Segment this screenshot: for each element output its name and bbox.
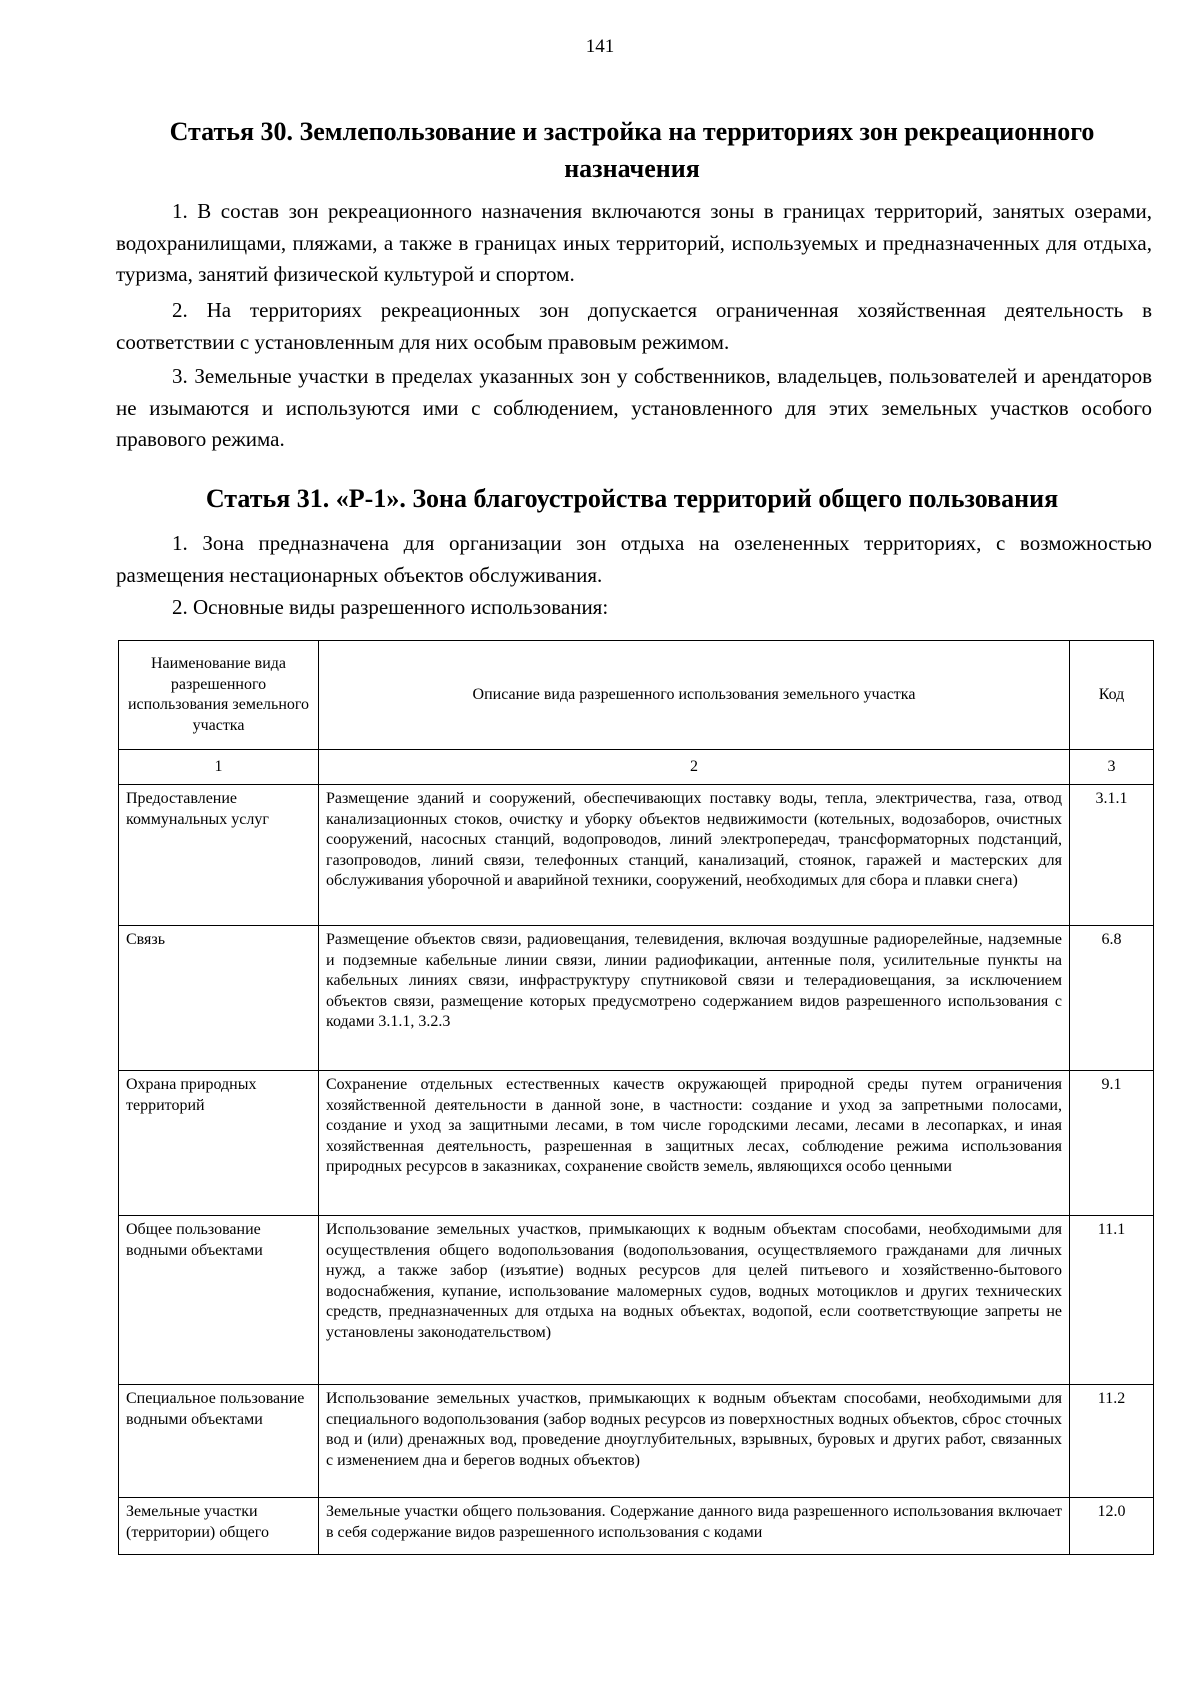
row-code: 3.1.1 (1070, 785, 1154, 926)
table-row (119, 1385, 1154, 1498)
column-number: 1 (119, 750, 319, 785)
row-description: Земельные участки общего пользования. Содержание данного вида разрешенного использования включает в себя содержание видов разрешенного использования с кодами (319, 1498, 1070, 1555)
row-description: Использование земельных участков, примыкающих к водным объектам способами, необходимыми для осуществления общего водопользования (водопользования, осуществляемого гражданами для личных нужд, а также забор (изъятие) водных ресурсов для целей питьевого и хозяйственно-бытового водоснабжения, купание, использование маломерных судов, водных мотоциклов и других технических средств, предназначенных для отдыха на водных объектах, водопой, если соответствующие запреты не установлены законодательством) (319, 1216, 1070, 1385)
page-number: 141 (585, 36, 615, 57)
row-description: Размещение объектов связи, радиовещания, телевидения, включая воздушные радиорелейные, надземные и подземные кабельные линии связи, линии радиофикации, антенные поля, усилительные пункты на кабельных линиях связи, инфраструктуру спутниковой связи и телерадиовещания, за исключением объектов связи, размещение которых предусмотрено содержанием видов разрешенного использования с кодами 3.1.1, 3.2.3 (319, 926, 1070, 1071)
row-code: 12.0 (1070, 1498, 1154, 1555)
row-name: Специальное пользование водными объектами (119, 1385, 319, 1498)
table-row (119, 926, 1154, 1071)
article-30-paragraph-1: 1. В состав зон рекреационного назначения включаются зоны в границах территорий, занятых озерами, водохранилищами, пляжами, а также в границах иных территорий, используемых и предназначенных для отдыха, туризма, занятий физической культурой и спортом. (116, 199, 1152, 286)
table-header-row (119, 641, 1154, 750)
row-name: Охрана природных территорий (119, 1071, 319, 1216)
table-row (119, 1071, 1154, 1216)
header-description: Описание вида разрешенного использования земельного участка (319, 641, 1070, 750)
row-name: Связь (119, 926, 319, 1071)
header-name: Наименование вида разрешенного использования земельного участка (119, 641, 319, 750)
row-code: 6.8 (1070, 926, 1154, 1071)
table-row (119, 785, 1154, 926)
row-description: Использование земельных участков, примыкающих к водным объектам способами, необходимыми для специального водопользования (забор водных ресурсов из поверхностных водных объектов, сброс сточных вод и (или) дренажных вод, проведение дноуглубительных, взрывных, буровых и других работ, связанных с изменением дна и берегов водных объектов) (319, 1385, 1070, 1498)
row-code: 11.2 (1070, 1385, 1154, 1498)
row-code: 9.1 (1070, 1071, 1154, 1216)
column-number: 3 (1070, 750, 1154, 785)
column-number: 2 (319, 750, 1070, 785)
row-name: Земельные участки (территории) общего (119, 1498, 319, 1555)
table-row (119, 1498, 1154, 1555)
article-30-paragraph-2: 2. На территориях рекреационных зон допускается ограниченная хозяйственная деятельность в соответствии с установленным для них особым правовым режимом. (116, 298, 1152, 354)
article-31-heading: Статья 31. «Р-1». Зона благоустройства территорий общего пользования (205, 484, 1059, 513)
row-description: Сохранение отдельных естественных качеств окружающей природной среды путем ограничения хозяйственной деятельности в данной зоне, в частности: создание и уход за запретными полосами, создание и уход за защитными лесами, в том числе городскими лесами, лесами в лесопарках, и иная хозяйственная деятельность, разрешенная в защитных лесах, соблюдение режима использования природных ресурсов в заказниках, сохранение свойств земель, являющихся особо ценными (319, 1071, 1070, 1216)
article-31-paragraph-2: 2. Основные виды разрешенного использования: (172, 595, 609, 619)
header-code: Код (1070, 641, 1154, 750)
row-description: Размещение зданий и сооружений, обеспечивающих поставку воды, тепла, электричества, газа, отвод канализационных стоков, очистку и уборку объектов недвижимости (котельных, водозаборов, очистных сооружений, насосных станций, водопроводов, линий электропередач, трансформаторных подстанций, газопроводов, линий связи, телефонных станций, канализаций, стоянок, гаражей и мастерских для обслуживания уборочной и аварийной техники, сооружений, необходимых для сбора и плавки снега) (319, 785, 1070, 926)
row-name: Предоставление коммунальных услуг (119, 785, 319, 926)
article-30-heading: Статья 30. Землепользование и застройка на территориях зон рекреационного назначения (169, 117, 1095, 183)
table-row (119, 1216, 1154, 1385)
permitted-use-table (118, 640, 1154, 1555)
column-number-row (119, 750, 1154, 785)
row-code: 11.1 (1070, 1216, 1154, 1385)
article-31-paragraph-1: 1. Зона предназначена для организации зон отдыха на озелененных территориях, с возможностью размещения нестационарных объектов обслуживания. (116, 531, 1152, 587)
article-30-paragraph-3: 3. Земельные участки в пределах указанных зон у собственников, владельцев, пользователей и арендаторов не изымаются и используются ими с соблюдением, установленного для этих земельных участков особого правового режима. (116, 364, 1152, 451)
row-name: Общее пользование водными объектами (119, 1216, 319, 1385)
